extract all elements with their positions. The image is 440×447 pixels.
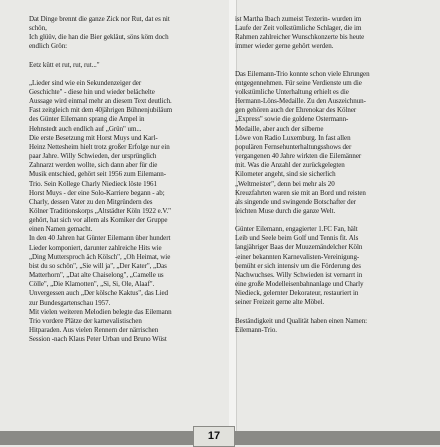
text-line: langjähriger Baas der Muuzemändelcher Köln	[235, 243, 363, 252]
text-line: Niedieck, gelernter Dekorateur, restauriert in	[235, 289, 359, 298]
text-line: zur Bundesgartenschau 1957.	[29, 298, 111, 307]
text-line: als singende und swingende Botschafter der	[235, 197, 356, 206]
text-line: Nachwuchses. Willy Schwieden ist vernarrt in	[235, 270, 363, 279]
text-line: Trio. Sein Kollege Charly Niedieck löste 1961	[29, 179, 157, 188]
text-line: Die erste Besetzung mit Horst Muys und Karl-	[29, 133, 158, 142]
text-line: Hermann-Löns-Medaille. Zu den Auszeichnun-	[235, 97, 366, 106]
text-line: Matterhorn", „Dat alte Chaiselong", „Camelle us	[29, 271, 164, 280]
text-line: Eetz kütt et rut, rut, rut..."	[29, 60, 100, 69]
text-line: Rahmen zahlreicher Wunschkonzerte bis heute	[235, 33, 365, 42]
text-line: Lieder komponiert, darunter zahlreiche Hits wie	[29, 243, 162, 252]
text-line: endlich Grön:	[29, 42, 68, 51]
right-column	[235, 15, 435, 335]
text-line: Charly, dessen Vater zu den Mitgründern des	[29, 197, 153, 206]
paragraph-gap	[29, 52, 229, 61]
text-line: Ich glüüv, die han die Bier gekläut, söns köm doch	[29, 33, 169, 42]
text-line: Beständigkeit und Qualität haben einen Namen:	[235, 316, 368, 325]
paragraph-gap	[235, 216, 435, 225]
text-line: des Günter Eilemann sprang die Ampel in	[29, 115, 145, 124]
text-line: Laufe der Zeit volkstümliche Schlager, die im	[235, 24, 362, 33]
text-line: „Ding Muttersproch äch Kölsch", „Oh Heimat, wie	[29, 252, 171, 261]
text-line: Medaille, aber auch der silberne	[235, 124, 324, 133]
text-line: Eilemann-Trio.	[235, 325, 278, 334]
text-line: Trio vordere Plätze der karnevalistischen	[29, 316, 142, 325]
text-line: Löwe von Radio Luxemburg. In fast allen	[235, 133, 351, 142]
text-line: entgegennehmen. Für seine Verdienste um die	[235, 78, 362, 87]
text-line: Fast zeitgleich mit dem 40jährigen Bühnenjubiläum	[29, 106, 173, 115]
text-line: Geschichte" - diese hin und wieder belächelte	[29, 87, 155, 96]
text-line: seiner Freizeit gerne alte Möbel.	[235, 298, 325, 307]
text-line: bemüht er sich intensiv um die Förderung des	[235, 261, 361, 270]
text-line: Leib und Seele beim Golf und Tennis fit. Als	[235, 234, 359, 243]
text-line: In den 40 Jahren hat Günter Eilemann über hundert	[29, 234, 171, 243]
text-line: Musik entschied, gehört seit 1956 zum Eilemann-	[29, 170, 167, 179]
text-line: Kreuzfahrten waren sie mit an Bord und reisten	[235, 188, 366, 197]
text-line: Hehnstedt auch endlich auf „Grün" um...	[29, 124, 142, 133]
text-line: leichten Muse durch die ganze Welt.	[235, 206, 336, 215]
text-line: Mit vielen weiteren Melodien belegte das Eilemann	[29, 307, 172, 316]
text-line: -einer bekannten Karnevalisten-Vereinigung-	[235, 252, 360, 261]
text-line: Aussage wird einmal mehr an diesem Text deutlich.	[29, 97, 172, 106]
left-column	[29, 15, 229, 344]
text-line: Zahnarzt werden wollte, sich dann aber für die	[29, 161, 158, 170]
text-line: Dat Dinge brennt die ganze Zick nor Rut, dat es nit	[29, 15, 170, 23]
text-line: eine große Modelleisenbahnanlage und Charly	[235, 280, 364, 289]
text-line: einen Namen gemacht.	[29, 225, 93, 234]
paragraph-gap	[235, 308, 435, 317]
text-line: bist du so schön", „Sie will ja", „Der Kater", „Das	[29, 261, 167, 270]
text-line: Cölle", „Die Klamotten", „Si, Si, Ole, Alaaf".	[29, 280, 155, 289]
text-line: Hitparaden. Aus vielen Rennern der närrischen	[29, 326, 159, 334]
text-line: „Weltmeister", denn bei mehr als 20	[235, 179, 335, 188]
paragraph-gap	[29, 70, 229, 79]
page-number: 17	[193, 426, 235, 447]
text-line: volkstümliche Unterhaltung erhielt es die	[235, 87, 349, 96]
text-line: Das Eilemann-Trio konnte schon viele Ehrungen	[235, 69, 370, 78]
text-line: Kölner Traditionskorps „Altstädter Köln 1922 e.V."	[29, 206, 171, 215]
text-line: vergangenen 40 Jahre wirkten die Eilemänner	[235, 152, 362, 161]
text-line: ist Martha Ibach zumeist Texterin- wurden im	[235, 15, 362, 23]
text-line: „Lieder sind wie ein Sekundenzeiger der	[29, 78, 142, 87]
text-line: schön,	[29, 24, 47, 33]
text-line: Unvergessen auch „Der kölsche Kaktus", das Lied	[29, 289, 168, 298]
paragraph-gap	[235, 52, 435, 61]
text-line: „Express" sowie die goldene Ostermann-	[235, 115, 349, 124]
text-line: Horst Muys - der eine Solo-Karriere begann - ab;	[29, 188, 165, 197]
text-line: Günter Eilemann, engagierter 1.FC Fan, hält	[235, 225, 358, 234]
text-line: immer wieder gerne gehört werden.	[235, 42, 334, 51]
text-line: paar Jahre. Willy Schwieden, der ursprünglich	[29, 152, 157, 161]
text-line: Session -nach Klaus Peter Urban und Bruno Wüst	[29, 335, 167, 344]
text-line: gehört, hat sich vor allem als Komiker der Gruppe	[29, 216, 168, 225]
text-line: gen gehören auch der Ehrenokar des Kölner	[235, 106, 357, 115]
text-line: mit. Was die Anzahl der zurückgelegten	[235, 161, 345, 170]
text-line: Heinz Nettesheim hielt trotz großer Erfolge nur ein	[29, 142, 170, 151]
text-line: Kilometer angeht, sind sie sicherlich	[235, 170, 336, 179]
text-line: populären Fernsehunterhaltungsshows der	[235, 142, 352, 151]
paragraph-gap	[235, 61, 435, 70]
